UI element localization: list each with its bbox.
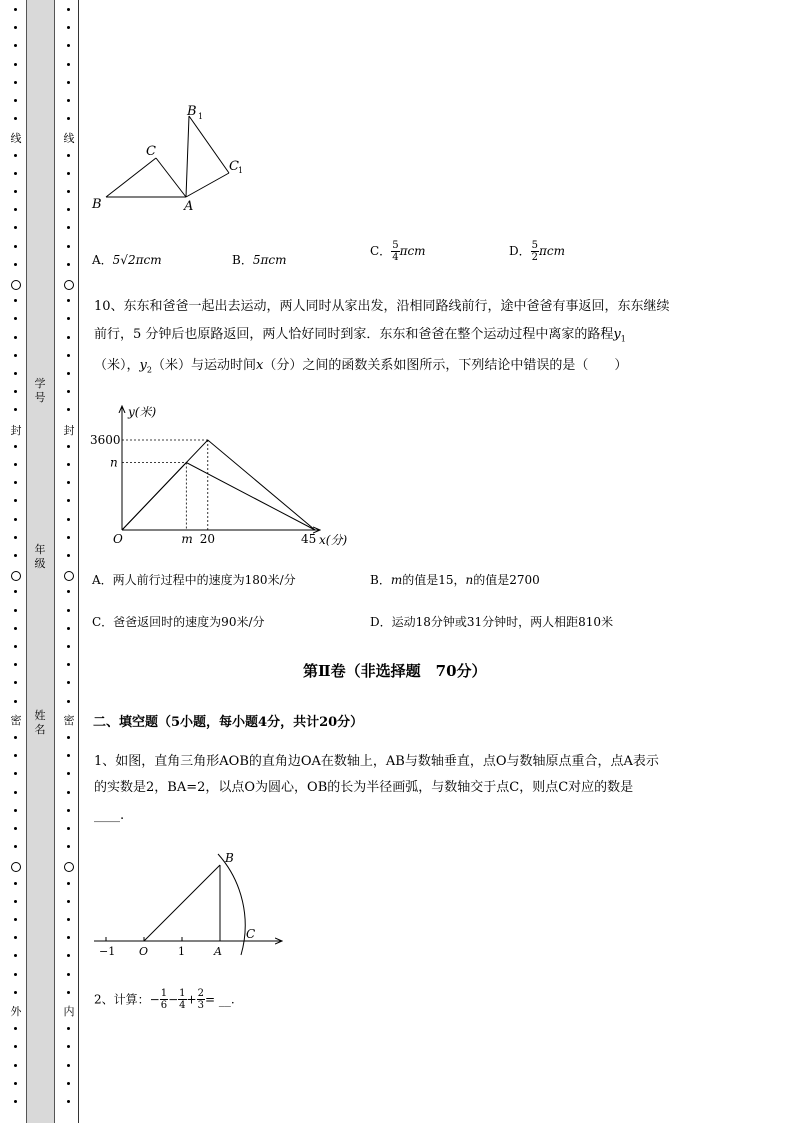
binding-dot <box>67 954 70 957</box>
binding-dot <box>67 536 70 539</box>
binding-dot <box>67 827 70 830</box>
label-neg1: −1 <box>99 945 116 958</box>
label-B: B <box>225 851 234 865</box>
q9-option-d: D． $\frac{5}{2}$ πcm <box>509 240 565 263</box>
field-name: 姓名 <box>34 709 46 736</box>
binding-dot <box>67 63 70 66</box>
binding-dot <box>14 827 17 830</box>
binding-dot <box>67 627 70 630</box>
binding-dot <box>14 882 17 885</box>
q9-option-b: B．5πcm <box>232 253 287 267</box>
binding-dot <box>67 609 70 612</box>
field-grade: 年级 <box>34 543 46 570</box>
tick-20: 20 <box>199 532 216 546</box>
binding-dot <box>67 154 70 157</box>
binding-dot <box>14 336 17 339</box>
binding-dot <box>67 900 70 903</box>
binding-dot <box>14 809 17 812</box>
label-B1-sub: 1 <box>198 112 204 121</box>
binding-dot <box>67 481 70 484</box>
binding-circle <box>64 862 74 872</box>
binding-dot <box>14 645 17 648</box>
binding-dot <box>14 518 17 521</box>
binding-dot <box>14 99 17 102</box>
binding-dot <box>14 354 17 357</box>
outer-label-xian: 线 <box>10 132 22 145</box>
binding-dot <box>14 190 17 193</box>
binding-dot <box>14 8 17 11</box>
binding-dot <box>14 499 17 502</box>
binding-dot <box>67 590 70 593</box>
part2-title: 第Ⅱ卷（非选择题 70分） <box>303 662 487 680</box>
binding-dot <box>14 791 17 794</box>
binding-dot <box>14 954 17 957</box>
binding-dot <box>14 44 17 47</box>
binding-dot <box>14 445 17 448</box>
q10-option-d: D．运动18分钟或31分钟时，两人相距810米 <box>370 615 614 629</box>
binding-dot <box>67 918 70 921</box>
section2-title: 二、填空题（5小题，每小题4分，共计20分） <box>93 715 364 730</box>
binding-dot <box>67 26 70 29</box>
binding-dot <box>67 936 70 939</box>
binding-dot <box>67 445 70 448</box>
binding-circle <box>11 862 21 872</box>
binding-dot <box>67 408 70 411</box>
q9-option-a: A．5√2πcm <box>92 253 162 267</box>
series-line-1 <box>122 440 315 530</box>
binding-circle <box>64 280 74 290</box>
binding-dot <box>14 754 17 757</box>
binding-dot <box>67 882 70 885</box>
binding-dot <box>14 317 17 320</box>
x-axis-label: x(分) <box>319 533 348 547</box>
q10-line1: 10、东东和爸爸一起出去运动，两人同时从家出发，沿相同路线前行，途中爸爸有事返回，东东继续 <box>94 299 670 314</box>
binding-dot <box>14 536 17 539</box>
binding-dot <box>67 208 70 211</box>
binding-dot <box>14 991 17 994</box>
binding-dot <box>67 8 70 11</box>
binding-dot <box>67 1100 70 1103</box>
binding-dot <box>67 372 70 375</box>
binding-circle <box>11 571 21 581</box>
binding-dot <box>14 463 17 466</box>
binding-dot <box>67 1045 70 1048</box>
binding-dot <box>67 81 70 84</box>
binding-dot <box>14 481 17 484</box>
binding-dot <box>14 736 17 739</box>
label-B1: B <box>187 104 197 119</box>
binding-dot <box>14 63 17 66</box>
binding-dot <box>14 1100 17 1103</box>
binding-dot <box>14 299 17 302</box>
tick-m: m <box>181 532 193 546</box>
binding-dot <box>14 1027 17 1030</box>
binding-dot <box>67 700 70 703</box>
binding-dot <box>67 1064 70 1067</box>
binding-dot <box>67 463 70 466</box>
binding-dot <box>67 172 70 175</box>
q10-option-c: C．爸爸返回时的速度为90米/分 <box>92 615 265 629</box>
binding-dot <box>67 245 70 248</box>
binding-dot <box>14 663 17 666</box>
q10-line2: 前行，5 分钟后也原路返回，两人恰好同时到家．东东和爸爸在整个运动过程中离家的路程$y_1$ <box>94 327 626 344</box>
binding-dot <box>67 117 70 120</box>
binding-dot <box>67 645 70 648</box>
binding-dot <box>14 900 17 903</box>
binding-dot <box>67 663 70 666</box>
binding-dot <box>67 390 70 393</box>
fill1-answer-blank: ____. <box>94 808 125 823</box>
binding-dot <box>67 772 70 775</box>
binding-dot <box>14 772 17 775</box>
binding-dot <box>14 845 17 848</box>
binding-dot <box>67 791 70 794</box>
binding-dot <box>14 609 17 612</box>
q9-option-c: C． $\frac{5}{4}$ πcm <box>370 240 426 263</box>
label-C: C <box>146 144 156 159</box>
inner-label-xian: 线 <box>63 132 75 145</box>
binding-dot <box>67 354 70 357</box>
outer-label-mi: 密 <box>10 714 22 727</box>
label-A: A <box>184 199 194 214</box>
binding-dot <box>67 299 70 302</box>
binding-dot <box>14 208 17 211</box>
arc-OB <box>218 854 245 955</box>
numberline-figure <box>88 845 288 965</box>
fill1-line1: 1、如图，直角三角形AOB的直角边OA在数轴上，AB与数轴垂直，点O与数轴原点重合，点A表示 <box>94 754 659 769</box>
binding-dot <box>14 1082 17 1085</box>
binding-dot <box>67 317 70 320</box>
binding-dot <box>67 190 70 193</box>
fill1-line2: 的实数是2，BA=2，以点O为圆心，OB的长为半径画弧，与数轴交于点C，则点C对应的数是 <box>94 780 634 795</box>
binding-dot <box>67 845 70 848</box>
binding-dot <box>14 372 17 375</box>
series-line-2 <box>122 463 315 531</box>
fill2-expression: 2、计算：− $\frac{1}{6}$ − $\frac{1}{4}$ + $\frac{2}{3}$ = __. <box>94 988 235 1011</box>
binding-dot <box>14 390 17 393</box>
binding-dot <box>14 408 17 411</box>
binding-dot <box>14 245 17 248</box>
binding-dot <box>67 263 70 266</box>
outer-label-feng: 封 <box>10 424 22 437</box>
q10-option-a: A．两人前行过程中的速度为180米/分 <box>92 573 296 587</box>
segment-OB <box>144 865 220 941</box>
q10-line3: （米），$y_2$（米）与运动时间x（分）之间的函数关系如图所示，下列结论中错误的是（ ） <box>94 358 628 375</box>
binding-dot <box>67 554 70 557</box>
label-O: O <box>139 945 149 958</box>
y-axis-label: y(米) <box>128 405 157 419</box>
binding-dot <box>67 736 70 739</box>
inner-label-nei: 内 <box>63 1005 75 1018</box>
tick-n: n <box>110 455 118 470</box>
binding-dot <box>14 936 17 939</box>
label-C: C <box>246 927 256 941</box>
binding-dot <box>67 973 70 976</box>
q10-line-chart <box>86 398 361 550</box>
inner-label-mi: 密 <box>63 714 75 727</box>
binding-dot <box>14 918 17 921</box>
label-1: 1 <box>178 945 185 958</box>
label-B: B <box>92 197 102 212</box>
binding-dot <box>14 700 17 703</box>
binding-dot <box>14 554 17 557</box>
binding-dot <box>67 1082 70 1085</box>
binding-dot <box>67 991 70 994</box>
binding-circle <box>64 571 74 581</box>
binding-dot <box>14 973 17 976</box>
binding-dot <box>14 81 17 84</box>
label-A: A <box>214 945 222 958</box>
binding-circle <box>11 280 21 290</box>
outer-label-wai: 外 <box>10 1005 22 1018</box>
binding-dot <box>67 499 70 502</box>
field-student-id: 学号 <box>34 377 46 404</box>
margin-rule <box>78 0 79 1123</box>
label-C1: C <box>229 159 239 174</box>
q10-option-b: B．m的值是15，n的值是2700 <box>370 573 540 587</box>
triangle-figure <box>88 100 258 215</box>
binding-dot <box>14 1064 17 1067</box>
binding-dot <box>67 44 70 47</box>
binding-dot <box>14 627 17 630</box>
binding-dot <box>67 681 70 684</box>
binding-dot <box>14 117 17 120</box>
binding-dot <box>67 1027 70 1030</box>
tick-3600: 3600 <box>90 433 121 447</box>
binding-dot <box>14 263 17 266</box>
binding-dot <box>14 590 17 593</box>
binding-dot <box>67 99 70 102</box>
binding-dot <box>14 26 17 29</box>
binding-dot <box>14 681 17 684</box>
tick-45: 45 <box>301 532 317 546</box>
inner-label-feng: 封 <box>63 424 75 437</box>
binding-dot <box>14 172 17 175</box>
binding-dot <box>67 809 70 812</box>
binding-dot <box>67 226 70 229</box>
binding-dot <box>14 1045 17 1048</box>
label-C1-sub: 1 <box>238 166 244 175</box>
binding-dot <box>67 754 70 757</box>
binding-dot <box>14 226 17 229</box>
binding-dot <box>67 518 70 521</box>
tick-origin: O <box>113 532 123 546</box>
binding-dot <box>14 154 17 157</box>
binding-dot <box>67 336 70 339</box>
